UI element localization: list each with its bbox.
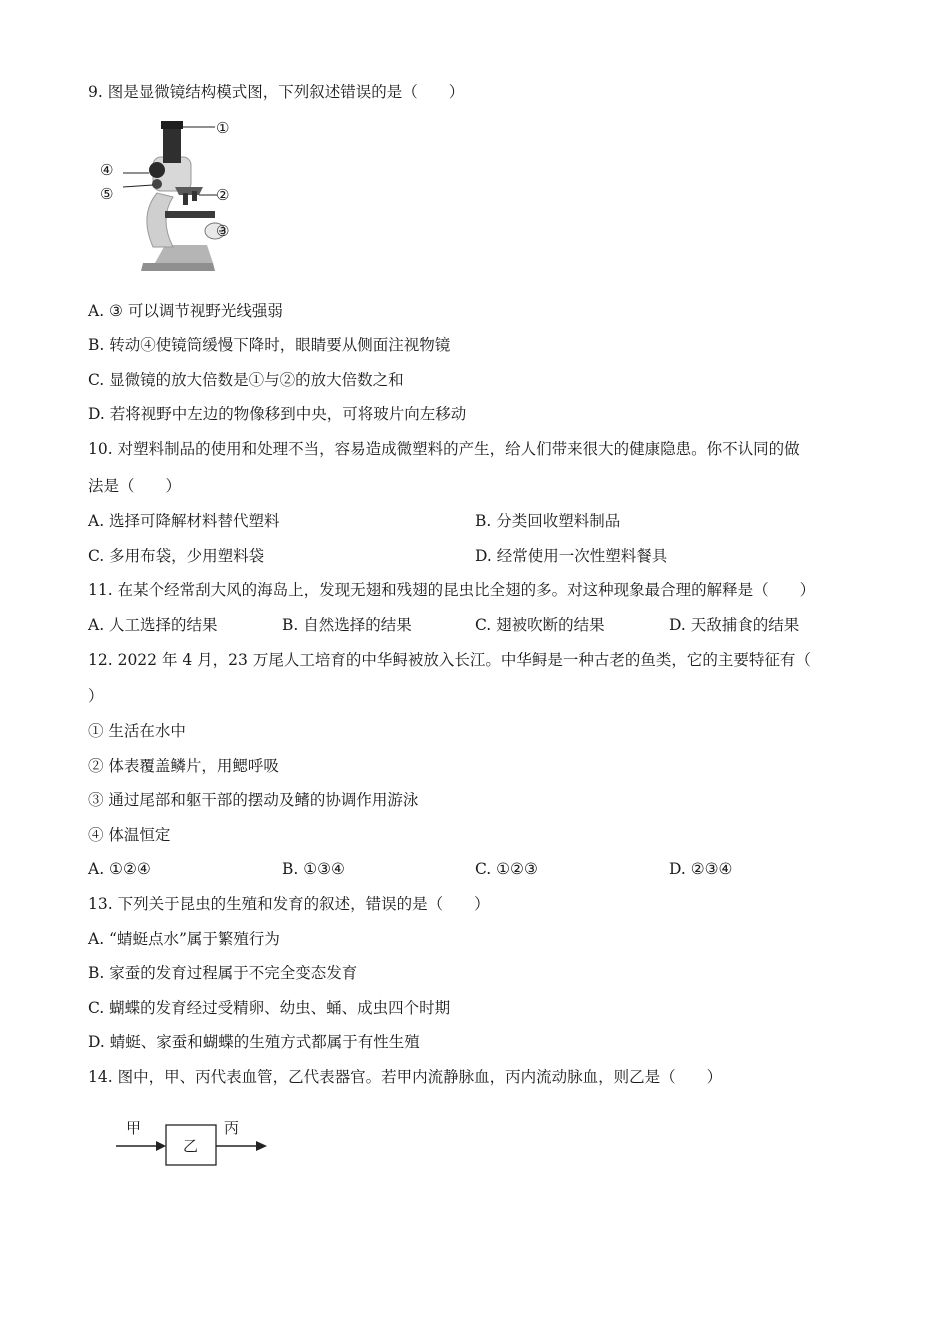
q9-option-a: A. ③ 可以调节视野光线强弱 — [88, 302, 283, 320]
q13-stem: 13. 下列关于昆虫的生殖和发育的叙述，错误的是（ ） — [88, 895, 490, 913]
q12-item-1: ① 生活在水中 — [88, 722, 186, 740]
q13-option-a: A. “蜻蜓点水”属于繁殖行为 — [88, 930, 280, 948]
q12-option-a: A. ①②④ — [88, 860, 151, 878]
q10-stem-line2: 法是（ ） — [88, 477, 182, 495]
q12-item-3: ③ 通过尾部和躯干部的摆动及鳍的协调作用游泳 — [88, 791, 419, 809]
q12-stem-line2: ） — [88, 687, 104, 705]
q11-stem: 11. 在某个经常刮大风的海岛上，发现无翅和残翅的昆虫比全翅的多。对这种现象最合理的解释是（ ） — [88, 581, 816, 599]
q11-option-c: C. 翅被吹断的结果 — [475, 616, 605, 634]
q11-option-d: D. 天敌捕食的结果 — [669, 616, 800, 634]
arrow-in-head — [156, 1141, 166, 1151]
diagram-label-jia: 甲 — [126, 1119, 142, 1137]
q14-stem: 14. 图中，甲、丙代表血管，乙代表器官。若甲内流静脉血，丙内流动脉血，则乙是（ ） — [88, 1068, 723, 1086]
diagram-label-bing: 丙 — [224, 1119, 240, 1137]
q9-stem: 9. 图是显微镜结构模式图，下列叙述错误的是（ ） — [88, 83, 465, 101]
q12-item-4: ④ 体温恒定 — [88, 826, 171, 844]
figure-label-3: ③ — [216, 222, 230, 240]
q12-option-c: C. ①②③ — [475, 860, 538, 878]
q13-option-b: B. 家蚕的发育过程属于不完全变态发育 — [88, 964, 358, 982]
q12-item-2: ② 体表覆盖鳞片，用鳃呼吸 — [88, 757, 279, 775]
q10-option-b: B. 分类回收塑料制品 — [475, 512, 621, 530]
q10-option-c: C. 多用布袋，少用塑料袋 — [88, 547, 265, 565]
q12-stem-line1: 12. 2022 年 4 月，23 万尾人工培育的中华鲟被放入长江。中华鲟是一种古老的鱼类，它的主要特征有（ — [88, 651, 811, 669]
figure-label-5: ⑤ — [100, 185, 114, 203]
q12-option-b: B. ①③④ — [282, 860, 345, 878]
arrow-out-head — [256, 1141, 267, 1151]
q10-stem-line1: 10. 对塑料制品的使用和处理不当，容易造成微塑料的产生，给人们带来很大的健康隐患。你不认同的做 — [88, 440, 800, 458]
q9-option-c: C. 显微镜的放大倍数是①与②的放大倍数之和 — [88, 371, 404, 389]
q12-option-d: D. ②③④ — [669, 860, 733, 878]
diagram-label-yi: 乙 — [183, 1137, 199, 1155]
q10-option-a: A. 选择可降解材料替代塑料 — [88, 512, 280, 530]
figure-label-1: ① — [216, 119, 230, 137]
q9-option-b: B. 转动④使镜筒缓慢下降时，眼睛要从侧面注视物镜 — [88, 336, 451, 354]
figure-label-2: ② — [216, 186, 230, 204]
q9-option-d: D. 若将视野中左边的物像移到中央，可将玻片向左移动 — [88, 405, 467, 423]
q11-option-b: B. 自然选择的结果 — [282, 616, 412, 634]
q11-option-a: A. 人工选择的结果 — [88, 616, 218, 634]
q13-option-d: D. 蜻蜓、家蚕和蝴蝶的生殖方式都属于有性生殖 — [88, 1033, 420, 1051]
figure-label-4: ④ — [100, 161, 114, 179]
q10-option-d: D. 经常使用一次性塑料餐具 — [475, 547, 668, 565]
q13-option-c: C. 蝴蝶的发育经过受精卵、幼虫、蛹、成虫四个时期 — [88, 999, 451, 1017]
